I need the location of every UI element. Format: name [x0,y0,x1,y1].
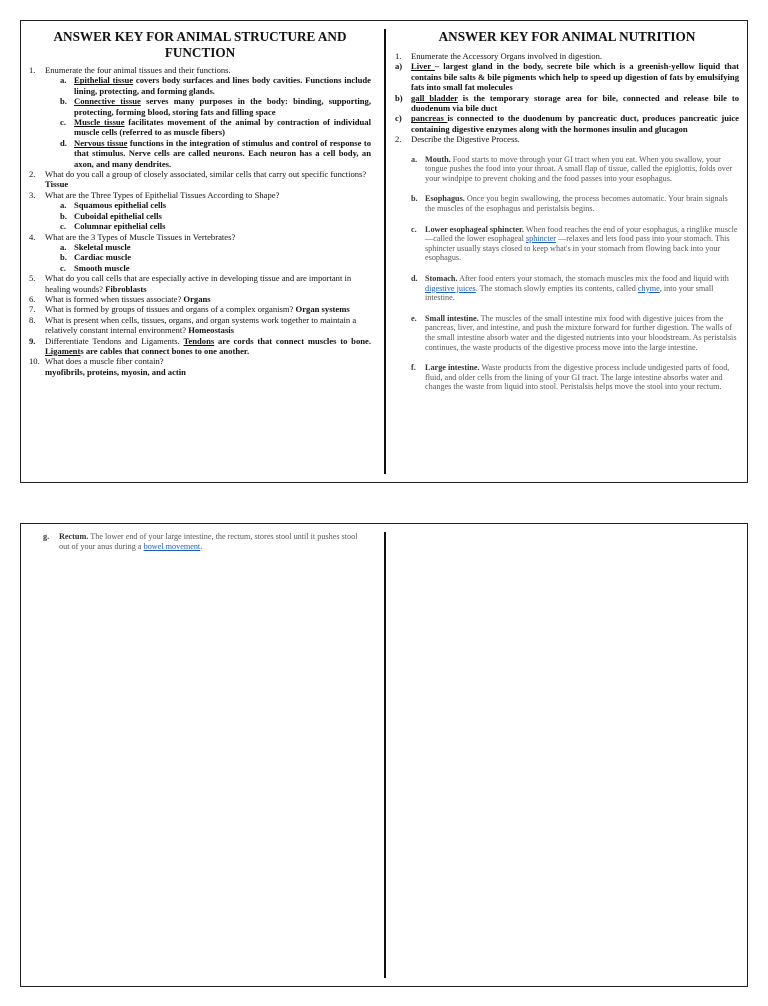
accessory-organ-gall-bladder: b) gall bladder is the temporary storage area for bile, connected and release bile to duodenum via bile duct [395,92,740,114]
digestive-step-stomach: d. Stomach. After food enters your stomach, the stomach muscles mix the food and liquid with digestive juices. The stomach slowly empties its contents, called chyme, into your small intestine. [411,274,729,303]
right-title: ANSWER KEY FOR ANIMAL NUTRITION [438,29,696,44]
question-10: 10. What does a muscle fiber contain? myofibrils, proteins, myosin, and actin [29,356,186,377]
column-divider [384,532,386,978]
epithelial-type-c: c. Columnar epithelial cells [60,221,166,232]
muscle-type-b: b. Cardiac muscle [60,252,132,263]
tissue-item-c: c. Muscle tissue facilitates movement of the animal by contraction of individual muscle cells (referred to as muscle fibers) [60,117,371,138]
tissue-item-b: b. Connective tissue serves many purposes in the body: binding, supporting, protecting, forming blood, storing fats and filling space [60,96,372,117]
digestive-step-small-intestine: e. Small intestine. The muscles of the small intestine mix food with digestive juices from the pancreas, liver, and intestine, and push the mixture forward for further digestion. The walls of the small intestine absorb water and the digested nutrients into your bloodstream. As peristalsis continues, the waste products of the digestive process move into the large intestine. [411,313,737,352]
page2-left-column [43,532,361,562]
tissue-item-a: a. Epithelial tissue covers body surfaces and lines body cavities. Functions include lining, protecting, and forming glands. [60,75,371,96]
question-9: 9. Differentiate Tendons and Ligaments. Tendons are cords that connect muscles to bone. Ligaments are cables that connect bones to one another. [29,335,371,356]
accessory-organ-liver: a) Liver – largest gland in the body, secrete bile which is a greenish-yellow liquid that contains bile salts & bile pigments which help to speed up digestion of fats by emulsifying fats into small fat molecules [395,61,739,93]
muscle-type-c: c. Smooth muscle [60,262,130,273]
question-1: 1. Enumerate the four animal tissues and their functions. [29,65,231,75]
left-column [29,21,371,377]
epithelial-type-b: b. Cuboidal epithelial cells [60,210,162,221]
question-4: 4. What are the 3 Types of Muscle Tissues in Vertebrates? [29,231,236,242]
sphincter-link[interactable]: sphincter [525,234,556,244]
nutrition-question-1: 1. Enumerate the Accessory Organs involved in digestion. [395,51,603,61]
right-column [395,21,739,403]
muscle-type-a: a. Skeletal muscle [60,241,131,252]
question-3: 3. What are the Three Types of Epithelial Tissues According to Shape? [29,189,280,200]
question-2: 2. What do you call a group of closely associated, similar cells that carry out specific functions? Tissue [29,169,367,190]
digestive-step-esophagus: b. Esophagus. Once you begin swallowing, the process becomes automatic. Your brain signals the muscles of the esophagus and peristalsis begins. [411,194,728,214]
digestive-step-mouth: a. Mouth. Food starts to move through your GI tract when you eat. When you swallow, your tongue pushes the food into your throat. A small flap of tissue, called the epiglottis, folds over your windpipe to prevent choking and the food passes into your esophagus. [411,154,733,183]
question-8: 8. What is present when cells, tissues, organs, and organ systems work together to maintain a relatively constant internal environment? Homeostasis [29,314,357,336]
accessory-organ-pancreas: c) pancreas is connected to the duodenum by pancreatic duct, produces pancreatic juice containing digestive enzymes along with the hormones insulin and glucagon [395,113,739,134]
epithelial-type-a: a. Squamous epithelial cells [60,200,167,211]
digestive-juices-link[interactable]: digestive juices [425,283,476,293]
page-1 [20,20,748,483]
digestive-step-sphincter: c. Lower esophageal sphincter. When food reaches the end of your esophagus, a ringlike muscle—called the lower esophageal sphincter —relaxes and lets food pass into your stomach. This sphincter usually stays closed to keep what's in your stomach from flowing back into your esophagus. [411,224,738,263]
bowel-movement-link[interactable]: bowel movement [143,541,201,551]
digestive-step-rectum: g. Rectum. The lower end of your large intestine, the rectum, stores stool until it pushes stool out of your anus during a bowel movement. [43,532,358,551]
left-title: ANSWER KEY FOR ANIMAL STRUCTURE AND FUNCTION [53,29,347,60]
question-7: 7. What is formed by groups of tissues and organs of a complex organism? Organ systems [29,304,350,315]
page-2 [20,523,748,987]
digestive-step-large-intestine: f. Large intestine. Waste products from the digestive process include undigested parts of food, fluid, and older cells from the lining of your GI tract. The large intestine absorbs water and changes the waste from liquid into stool. Peristalsis helps move the stool into your rectum. [411,363,730,392]
tissue-item-d: d. Nervous tissue functions in the integration of stimulus and control of response to that stimulus. Nerve cells are called neurons. Each neuron has a cell body, an axon, and many dendrites. [60,137,372,169]
question-6: 6. What is formed when tissues associate? Organs [29,293,211,304]
nutrition-question-2: 2. Describe the Digestive Process. [395,134,520,145]
question-5: 5. What do you call cells that are especially active in developing tissue and are important in healing wounds? Fibroblasts [29,273,352,294]
chyme-link[interactable]: chyme [637,283,660,293]
column-divider [384,29,386,474]
